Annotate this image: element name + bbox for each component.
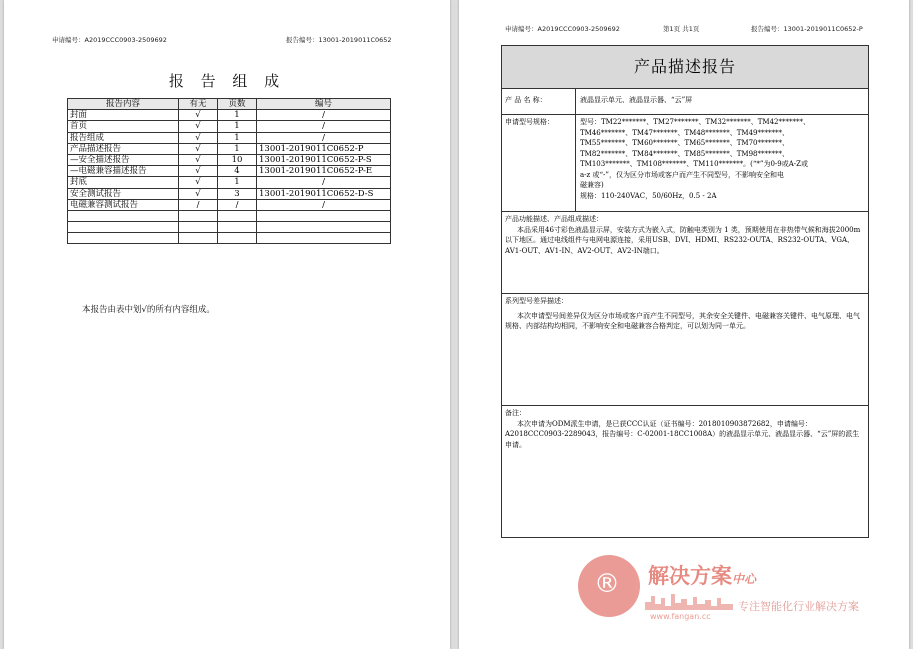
cell-pages: 4 bbox=[218, 166, 257, 177]
cell-number: / bbox=[257, 110, 391, 121]
cell-present: √ bbox=[179, 166, 218, 177]
cell-present bbox=[179, 222, 218, 233]
cell-present bbox=[179, 210, 218, 221]
cell-number: / bbox=[257, 132, 391, 143]
cell-pages: 1 bbox=[218, 121, 257, 132]
cell-pages: 1 bbox=[218, 110, 257, 121]
cell-pages: / bbox=[218, 199, 257, 210]
model-line: TM82*******、TM84*******、TM85*******、TM98*******、 bbox=[580, 149, 789, 158]
page-title: 报 告 组 成 bbox=[168, 72, 286, 90]
cell-content: 安全测试报告 bbox=[68, 188, 179, 199]
cell-present bbox=[179, 233, 218, 244]
cell-present: / bbox=[179, 199, 218, 210]
cell-number: 13001-2019011C0652-P bbox=[257, 143, 391, 154]
cell-present: √ bbox=[179, 110, 218, 121]
cell-content bbox=[68, 222, 179, 233]
cell-number: / bbox=[257, 121, 391, 132]
cell-pages: 10 bbox=[218, 154, 257, 165]
difference-section bbox=[502, 294, 868, 406]
cell-present: √ bbox=[179, 188, 218, 199]
model-line: a-z 或“-”，仅为区分市场或客户而产生不同型号，不影响安全和电 bbox=[580, 170, 784, 179]
table-row bbox=[68, 110, 391, 121]
cell-number: 13001-2019011C0652-D-S bbox=[257, 188, 391, 199]
cell-pages: 1 bbox=[218, 143, 257, 154]
report-number: 报告编号：13001-2019011C0652-P bbox=[751, 25, 863, 33]
composition-note: 本报告由表中划√的所有内容组成。 bbox=[82, 305, 215, 315]
col-header-pages: 页数 bbox=[218, 99, 257, 110]
table-row bbox=[68, 199, 391, 210]
cell-content: —电磁兼容描述报告 bbox=[68, 166, 179, 177]
table-row bbox=[68, 154, 391, 165]
function-section bbox=[502, 212, 868, 294]
page-title: 产品描述报告 bbox=[502, 46, 868, 89]
product-name-value: 液晶显示单元、液晶显示器、“云”屏 bbox=[580, 96, 693, 104]
function-text: 本品采用46寸彩色液晶显示屏，安装方式为嵌入式，防触电类别为 1 类，预期使用在非热带气候和海拔2000m以下地区。通过电线组件与电网电源连接，采用USB、DVI、HDMI、RS232-OUTA、RS232-OUTA、VGA、AV1-OUT、AV1-IN、AV2-OUT、AV2-IN端口。 bbox=[505, 225, 861, 255]
cell-number: 13001-2019011C0652-P-E bbox=[257, 166, 391, 177]
model-value bbox=[576, 115, 868, 211]
cell-content: 报告组成 bbox=[68, 132, 179, 143]
remark-section bbox=[502, 406, 868, 452]
cell-number bbox=[257, 210, 391, 221]
col-header-present: 有无 bbox=[179, 99, 218, 110]
cell-content: 电磁兼容测试报告 bbox=[68, 199, 179, 210]
model-row bbox=[502, 115, 868, 212]
table-header-row bbox=[68, 99, 391, 110]
cell-pages: 1 bbox=[218, 132, 257, 143]
table-row bbox=[68, 233, 391, 244]
cell-pages: 1 bbox=[218, 177, 257, 188]
model-label: 申请型号规格： bbox=[502, 115, 576, 211]
report-number: 报告编号：13001-2019011C0652 bbox=[286, 36, 392, 44]
remark-label: 备注： bbox=[505, 409, 526, 417]
table-body bbox=[68, 110, 391, 244]
table-row bbox=[68, 143, 391, 154]
page-info: 第1页 共1页 bbox=[663, 25, 700, 33]
watermark-brand: 解决方案中心 bbox=[648, 564, 757, 588]
page-product-description bbox=[459, 0, 909, 649]
product-name-row bbox=[502, 89, 868, 115]
composition-table bbox=[67, 98, 391, 244]
cell-content: 首页 bbox=[68, 121, 179, 132]
watermark-slogan: 专注智能化行业解决方案 bbox=[738, 600, 859, 613]
cell-present: √ bbox=[179, 121, 218, 132]
col-header-content: 报告内容 bbox=[68, 99, 179, 110]
application-number: 申请编号：A2019CCC0903-2509692 bbox=[505, 25, 620, 33]
difference-label: 系列型号差异描述： bbox=[505, 297, 568, 305]
cell-pages bbox=[218, 210, 257, 221]
remark-text: 本次申请为ODM派生申请，是已获CCC认证（证书编号：2018010903872682，申请编号：A2018CCC0903-2289043，报告编号：C-02001-18CC1008A）的液晶显示单元、液晶显示器、“云”屏的派生申请。 bbox=[505, 419, 860, 449]
cell-content bbox=[68, 233, 179, 244]
model-line: TM55*******、TM60*******、TM65*******、TM70*******、 bbox=[580, 139, 789, 147]
watermark-logo-icon: ® bbox=[578, 555, 640, 617]
function-label: 产品功能描述、产品组成描述： bbox=[505, 215, 603, 223]
model-line: TM103*******、TM108*******、TM110*******。(“*”为0-9或A-Z或 bbox=[580, 160, 809, 168]
cell-number bbox=[257, 222, 391, 233]
table-row bbox=[68, 210, 391, 221]
cell-present: √ bbox=[179, 132, 218, 143]
table-row bbox=[68, 121, 391, 132]
table-row bbox=[68, 132, 391, 143]
cell-present: √ bbox=[179, 154, 218, 165]
cell-number: 13001-2019011C0652-P-S bbox=[257, 154, 391, 165]
cell-number: / bbox=[257, 177, 391, 188]
cell-content: —安全描述报告 bbox=[68, 154, 179, 165]
cell-pages bbox=[218, 233, 257, 244]
cell-present: √ bbox=[179, 143, 218, 154]
cell-content: 产品描述报告 bbox=[68, 143, 179, 154]
cell-content bbox=[68, 210, 179, 221]
model-line: 型号：TM22*******、TM27*******、TM32*******、TM42*******、 bbox=[580, 118, 810, 126]
page-report-composition bbox=[4, 0, 450, 649]
col-header-number: 编号 bbox=[257, 99, 391, 110]
cell-present: √ bbox=[179, 177, 218, 188]
watermark-url: www.fangan.cc bbox=[650, 612, 711, 621]
table-row bbox=[68, 188, 391, 199]
application-number: 申请编号：A2019CCC0903-2509692 bbox=[52, 36, 167, 44]
table-row bbox=[68, 166, 391, 177]
model-line: 规格：110-240VAC，50/60Hz，0.5 - 2A bbox=[580, 191, 717, 200]
cell-pages bbox=[218, 222, 257, 233]
table-row bbox=[68, 222, 391, 233]
cell-content: 封底 bbox=[68, 177, 179, 188]
product-name-label: 产 品 名 称： bbox=[502, 89, 576, 114]
model-line: 磁兼容) bbox=[580, 181, 604, 189]
watermark-skyline-icon bbox=[645, 592, 733, 610]
difference-text: 本次申请型号间差异仅为区分市场或客户而产生不同型号，其余安全关键件、电磁兼容关键件、电气原理、电气规格、内部结构均相同，不影响安全和电磁兼容合格判定，可以划为同一单元。 bbox=[505, 311, 860, 330]
cell-content: 封面 bbox=[68, 110, 179, 121]
model-line: TM46*******、TM47*******、TM48*******、TM49*******、 bbox=[580, 128, 789, 137]
cell-number: / bbox=[257, 199, 391, 210]
table-row bbox=[68, 177, 391, 188]
cell-pages: 3 bbox=[218, 188, 257, 199]
cell-number bbox=[257, 233, 391, 244]
description-frame bbox=[501, 45, 869, 538]
